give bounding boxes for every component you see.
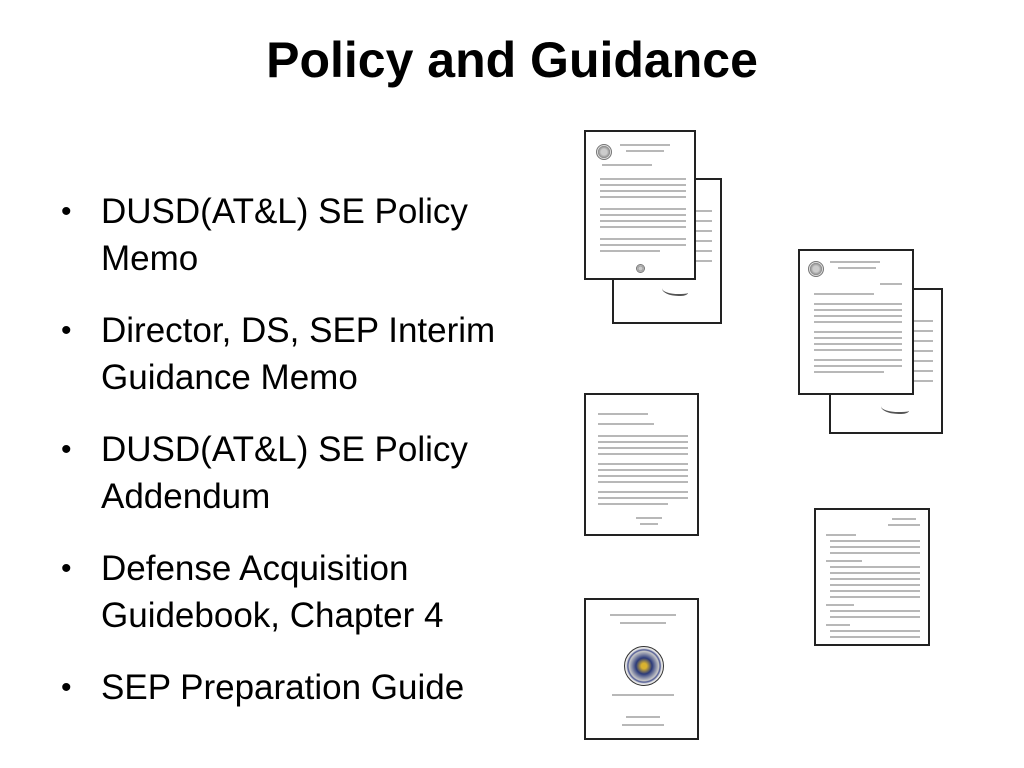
dod-seal-icon <box>624 646 664 686</box>
bullet-item <box>58 426 558 520</box>
bullet-label: Defense Acquisition Guidebook, Chapter 4 <box>101 549 444 635</box>
seal-icon <box>596 144 612 160</box>
bullet-item <box>58 188 558 282</box>
sep-preparation-guide-cover-image <box>584 598 699 740</box>
seal-icon <box>808 261 824 277</box>
bullet-item <box>58 307 558 401</box>
bullet-label: DUSD(AT&L) SE Policy Memo <box>101 192 468 278</box>
bullet-icon: • <box>61 314 72 347</box>
bullet-label: DUSD(AT&L) SE Policy Addendum <box>101 430 468 516</box>
bullet-item <box>58 545 558 639</box>
policy-memo-front-page-image <box>584 130 696 280</box>
policy-addendum-page-image <box>584 393 699 536</box>
bullet-icon: • <box>61 671 72 704</box>
interim-guidance-front-page-image <box>798 249 914 395</box>
signature-icon <box>662 284 688 296</box>
bullet-label: SEP Preparation Guide <box>101 668 465 707</box>
bullet-icon: • <box>61 195 72 228</box>
bullet-list <box>58 188 558 736</box>
bullet-item <box>58 664 558 711</box>
bullet-icon: • <box>61 552 72 585</box>
signature-icon <box>881 402 909 414</box>
guidebook-chapter-4-page-image <box>814 508 930 646</box>
slide-title: Policy and Guidance <box>266 32 758 88</box>
bullet-label: Director, DS, SEP Interim Guidance Memo <box>101 311 496 397</box>
recycle-icon <box>636 264 645 273</box>
bullet-icon: • <box>61 433 72 466</box>
